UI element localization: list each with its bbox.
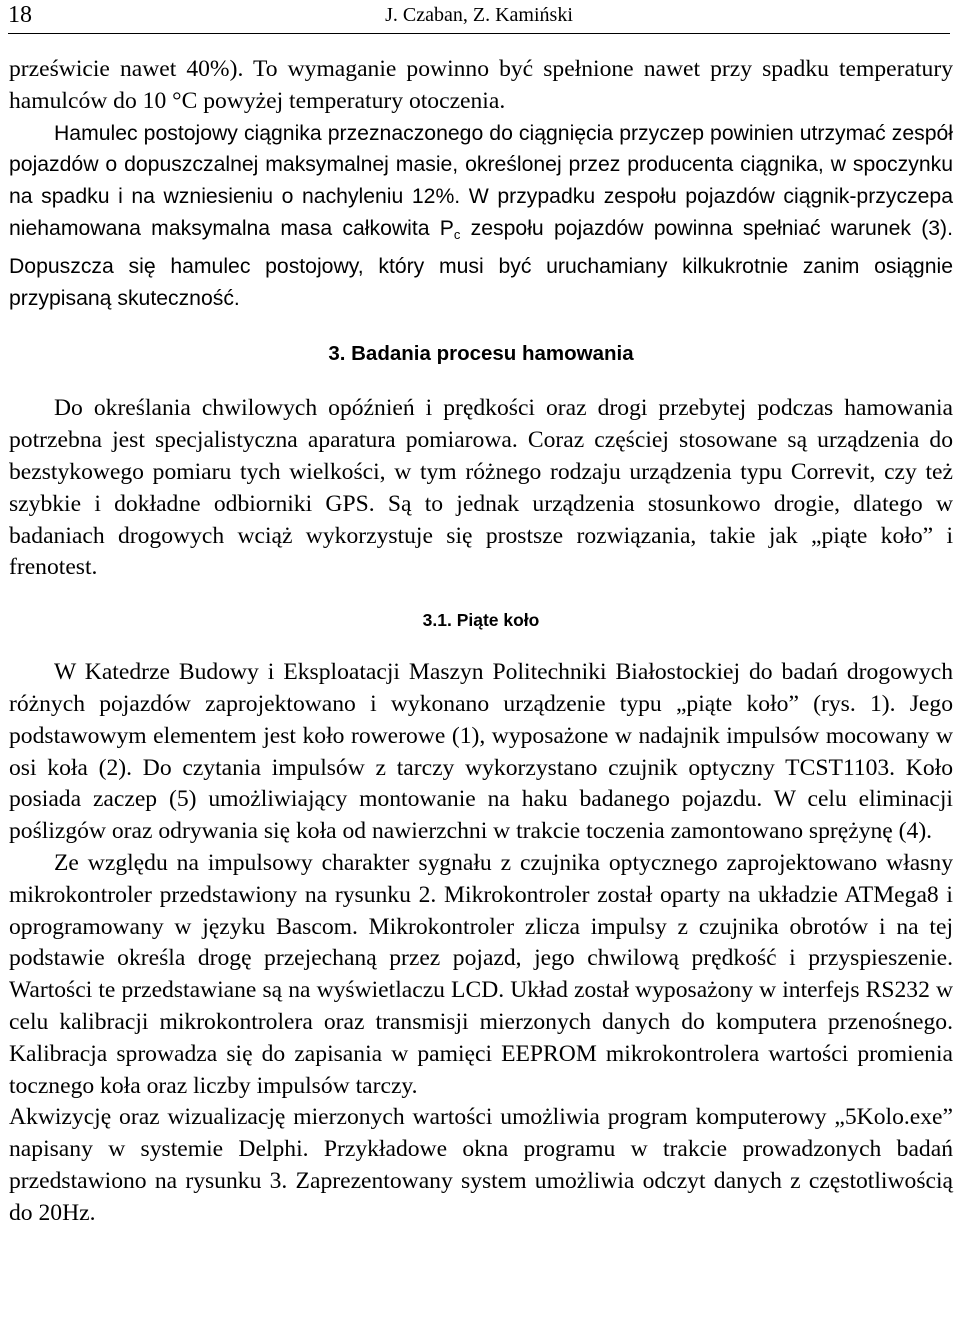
paragraph-parking-brake-part-a: Hamulec postojowy ciągnika przeznaczonego do ciągnięcia przyczep powinien utrzymać zespół pojazdów o dopuszczalnej maksymalnej masie, określonej przez producenta ciągnika, w spoczynku na spadku i na wzniesieniu o nachyleniu 12%. W przypadku zespołu pojazdów ciągnik-przyczepa niehamowana maksymalna masa całkowita P	[9, 121, 953, 240]
paragraph-software: Akwizycję oraz wizualizację mierzonych wartości umożliwia program komputerowy „5Kolo.exe” napisany w systemie Delphi. Przykładowe okna programu w trakcie prowadzonych badań przedstawiono na rysunku 3. Zaprezentowany system umożliwia odczyt danych z częstotliwością do 20Hz.	[9, 1104, 953, 1226]
section-heading: 3. Badania procesu hamowania	[328, 342, 634, 366]
paragraph-parking-brake-part-b: zespołu pojazdów powinna spełniać warunek (3). Dopuszcza się hamulec postojowy, który musi być uruchamiany kilkukrotnie zanim osiągnie przypisaną skuteczność.	[9, 216, 953, 310]
subsection-heading: 3.1. Piąte koło	[422, 610, 540, 631]
running-head-authors: J. Czaban, Z. Kamiński	[385, 4, 573, 26]
paragraph-fifth-wheel: W Katedrze Budowy i Eksploatacji Maszyn Politechniki Białostockiej do badań drogowych różnych pojazdów zaprojektowano i wykonano urządzenie typu „piąte koło” (rys. 1). Jego podstawowym elementem jest koło rowerowe (1), wyposażone w nadajnik impulsów mocowany w osi koła (2). Do czytania impulsów z tarczy wykorzystano czujnik optyczny TCST1103. Koło posiada zaczep (5) umożliwiający montowanie na haku badanego pojazdu. W celu eliminacji poślizgów oraz odrywania się koła od nawierzchni w trakcie toczenia zamontowano sprężynę (4).	[9, 659, 953, 845]
page-number: 18	[8, 2, 32, 28]
paragraph-parking-brake	[9, 118, 953, 315]
paragraph-measurement-equipment: Do określania chwilowych opóźnień i prędkości oraz drogi przebytej podczas hamowania potrzebna jest specjalistyczna aparatura pomiarowa. Coraz częściej stosowane są urządzenia do bezstykowego pomiaru tych wielkości, w tym różnego rodzaju urządzenia typu Correvit, czy też szybkie i dokładne odbiorniki GPS. Są to jednak urządzenia stosunkowo drogie, dlatego w badaniach drogowych wciąż wykorzystuje się prostsze rozwiązania, takie jak „piąte koło” i frenotest.	[9, 395, 953, 581]
page-header	[8, 0, 950, 33]
paragraph-microcontroller: Ze względu na impulsowy charakter sygnału z czujnika optycznego zaprojektowano własny mikrokontroler przedstawiony na rysunku 2. Mikrokontroler został oparty na układzie ATMega8 i oprogramowany w języku Bascom. Mikrokontroler zlicza impulsy z czujnika obrotów i na tej podstawie określa drogę przejechaną przez pojazd, jego chwilową prędkość i przyspieszenie. Wartości te przedstawiane są na wyświetlaczu LCD. Układ został wyposażony w interfejs RS232 w celu kalibracji mikrokontrolera oraz transmisji mierzonych danych do komputera przenośnego. Kalibracja sprowadza się do zapisania w pamięci EEPROM mikrokontrolera wartości promienia tocznego koła oraz liczby impulsów tarczy.	[9, 849, 953, 1099]
subscript-c: c	[453, 226, 461, 242]
body-text	[9, 54, 953, 1230]
header-rule	[8, 33, 950, 34]
paragraph-continuation: prześwicie nawet 40%). To wymaganie powinno być spełnione nawet przy spadku temperatury hamulców do 10 °C powyżej temperatury otoczenia.	[9, 56, 953, 114]
